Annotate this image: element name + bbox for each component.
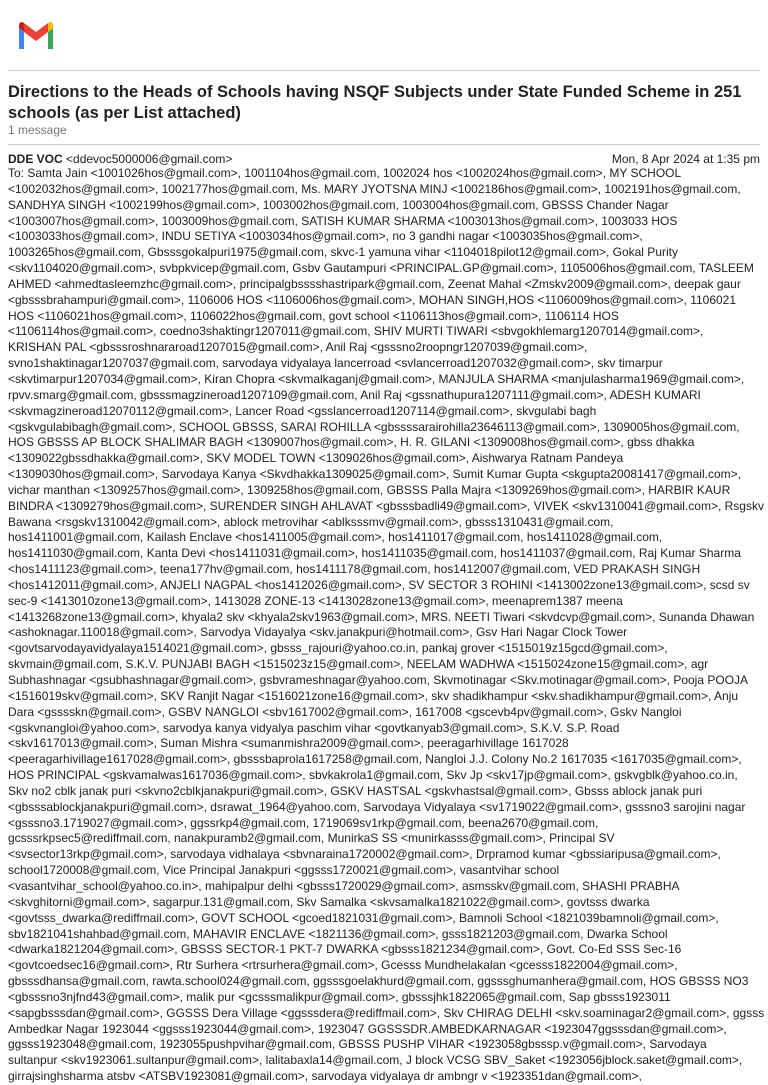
recipient-line: KRISHAN PAL <gbsssroshnararoad1207015@gmail.com>, Anil Raj <gsssno2roopngr1207039@gmail.com>, — [8, 340, 588, 355]
recipient-line: svno1shaktinagar1207037@gmail.com, sarvodaya vidyalaya lancerroad <svlancerroad1207032@gmail.com>, skv timarpur — [8, 356, 663, 371]
message-date: Mon, 8 Apr 2024 at 1:35 pm — [611, 152, 760, 166]
message-count: 1 message — [8, 123, 67, 137]
recipient-line: hos1411030@gmail.com, Kanta Devi <hos1411031@gmail.com>, hos1411035@gmail.com, hos1411037@gmail.com, Raj Kumar Sharma — [8, 546, 741, 561]
recipient-line: girrajsinghsharma atsbv <ATSBV1923081@gmail.com>, sarvodaya vidyalaya dr ambngr v <1923351dan@gmail.com>, — [8, 1069, 642, 1084]
recipient-line: <1106114hos@gmail.com>, coedno3shaktingr1207011@gmail.com, SHIV MURTI TIWARI <sbvgokhlemarg1207014@gmail.com>, — [8, 324, 704, 339]
message-divider — [8, 144, 760, 145]
sender-name: DDE VOC — [8, 152, 63, 166]
recipient-line: hos1411001@gmail.com, Kailash Enclave <hos1411005@gmail.com>, hos1411017@gmail.com, hos1411028@gmail.com, — [8, 530, 663, 545]
recipient-line: sultanpur <skv1923061.sultanpur@gmail.com>, lalitabaxla14@gmail.com, J block VCSG SBV_Saket <1923056jblock.saket@gmail.com>, — [8, 1053, 743, 1068]
recipient-line: <gsssno3.1719027@gmail.com>, ggssrkp4@gmail.com, 1719069sv1rkp@gmail.com, beena2670@gmail.com, — [8, 815, 599, 830]
recipient-line: AHMED <ahmedtasleemzhc@gmail.com>, principalgbsssshastripark@gmail.com, Zeenat Mahal <Zmskv2009@gmail.com>, deepak gaur — [8, 276, 741, 291]
recipient-line: <ashoknagar.110018@gmail.com>, Sarvodya Vidayalya <skv.janakpuri@hotmail.com>, Gsv Hari Nagar Clock Tower — [8, 625, 628, 640]
recipient-line: vichar manthan <1309257hos@gmail.com>, 1309258hos@gmail.com, GBSSS Palla Majra <1309269hos@gmail.com>, HARBIR KAUR — [8, 482, 731, 497]
recipient-line: <1413268zone13@gmail.com>, khyala2 skv <khyala2skv1963@gmail.com>, MRS. NEETI Tiwari <skvdcvp@gmail.com>, Sunanda Dhawan — [8, 609, 755, 624]
recipient-line: <govtcoedsec16@gmail.com>, Rtr Surhera <rtrsurhera@gmail.com>, Gcesss Mundhelakalan <gcesss1822004@gmail.com>, — [8, 958, 678, 973]
recipient-line: <hos1412011@gmail.com>, ANJELI NAGPAL <hos1412026@gmail.com>, SV SECTOR 3 ROHINI <1413002zone13@gmail.com>, scsd sv — [8, 577, 750, 592]
recipient-line: <1002032hos@gmail.com>, 1002177hos@gmail.com, Ms. MARY JYOTSNA MINJ <1002186hos@gmail.com>, 1002191hos@gmail.com, — [8, 181, 741, 196]
recipient-line: HOS PRINCIPAL <gskvamalwas1617036@gmail.com>, sbvkakrola1@gmail.com, Skv Jp <skv17jp@gmail.com>, gskvgblk@yahoo.co.in, — [8, 768, 738, 783]
recipient-line: Subhashnagar <gsubhashnagar@gmail.com>, gsbvrameshnagar@yahoo.com, Skvmotinagar <Skv.motinagar@gmail.com>, Pooja POOJA — [8, 673, 749, 687]
sender-line — [8, 152, 232, 167]
recipient-line: sbv1821041shahbad@gmail.com, MAHAVIR ENCLAVE <1821136@gmail.com>, gsss1821203@gmail.com, Dwarka School — [8, 926, 668, 941]
recipient-line: <1003007hos@gmail.com>, 1003009hos@gmail.com, SATISH KUMAR SHARMA <1003013hos@gmail.com>, 1003033 HOS — [8, 213, 678, 228]
recipient-line: <skvmagzineroad12070112@gmail.com>, Lancer Road <gsslancerroad1207114@gmail.com>, skvgulabi bagh — [8, 403, 597, 418]
recipient-line: ggsss1923048@gmail.com, 1923055pushpvihar@gmail.com, GBSSS PUSHP VIHAR <1923058gbsssp.v@gmail.com>, Sarvodaya — [8, 1037, 707, 1052]
recipient-line: gcsssrkpsec5@rediffmail.com, nanakpuramb2@gmail.com, MunirkaS SS <munirkasss@gmail.com>, Principal SV — [8, 831, 615, 846]
recipient-line: <gbsssbrahampuri@gmail.com>, 1106006 HOS <1106006hos@gmail.com>, MOHAN SINGH,HOS <1106009hos@gmail.com>, 1106021 — [8, 292, 737, 307]
recipient-line: <govtsarvodayavidyalaya1514021@gmail.com>, gbsss_rajouri@yahoo.co.in, pankaj grover <1515019z15gcd@gmail.com>, — [8, 641, 668, 656]
recipient-line: <dwarka1821204@gmail.com>, GBSSS SECTOR-1 PKT-7 DWARKA <gbsss1821234@gmail.com>, Govt. Co-Ed SSS Sec-16 — [8, 942, 682, 957]
sender-email: <ddevoc5000006@gmail.com> — [66, 152, 233, 166]
recipient-line: <1003033hos@gmail.com>, INDU SETIYA <1003034hos@gmail.com>, no 3 gandhi nagar <1003035hos@gmail.com>, — [8, 229, 643, 244]
recipient-line: <peeragarhivillage1617028@gmail.com>, gbsssbaprola1617258@gmail.com, Nangloi J.J. Colony No.2 1617035 <1617035@gmail.com>, — [8, 752, 742, 767]
recipient-line: HOS GBSSS AP BLOCK SHALIMAR BAGH <1309007hos@gmail.com>, H. R. GILANI <1309008hos@gmail.com>, gbss dhakka — [8, 435, 695, 450]
recipient-line: <skv1104020@gmail.com>, svbpkvicep@gmail.com, Gsbv Gautampuri <PRINCIPAL.GP@gmail.com>, 1105006hos@gmail.com, TASLEEM — [8, 261, 754, 276]
recipient-line: <skvtimarpur1207034@gmail.com>, Kiran Chopra <skvmalkaganj@gmail.com>, MANJULA SHARMA <manjulasharma1969@gmail.com>, — [8, 371, 745, 386]
recipient-line: To: Samta Jain <1001026hos@gmail.com>, 1001104hos@gmail.com, 1002024 hos <1002024hos@gmail.com>, MY SCHOOL — [8, 166, 682, 180]
recipient-line: school1720008@gmail.com, Vice Principal Janakpuri <ggsss1720021@gmail.com>, vasantvihar school — [8, 863, 560, 878]
recipient-line: sec-9 <1413010zone13@gmail.com>, 1413028 ZONE-13 <1413028zone13@gmail.com>, meenaprem1387 meena — [8, 593, 623, 608]
recipient-line: HOS <1106021hos@gmail.com>, 1106022hos@gmail.com, govt school <1106113hos@gmail.com>, 1106114 HOS — [8, 308, 619, 323]
recipient-line: 1003265hos@gmail.com, Gbsssgokalpuri1975@gmail.com, skvc-1 yamuna vihar <1104018pilot12@gmail.com>, Gokal Purity — [8, 245, 678, 260]
recipient-line: skvmain@gmail.com, S.K.V. PUNJABI BAGH <1515023z15@gmail.com>, NEELAM WADHWA <1515024zone15@gmail.com>, agr — [8, 657, 709, 672]
recipient-line: gbsssdhansa@gmail.com, rawta.school024@gmail.com, ggsssgoelakhurd@gmail.com, ggsssghumanhera@gmail.com, HOS GBSSS NO3 — [8, 974, 749, 989]
recipient-line: <skvghitorni@gmail.com>, sagarpur.131@gmail.com, Skv Samalka <skvsamalka1821022@gmail.com>, govtsss dwarka — [8, 894, 650, 909]
recipient-line: BINDRA <1309279hos@gmail.com>, SURENDER SINGH AHLAVAT <gbsssbadli49@gmail.com>, VIVEK <skv1310041@gmail.com>, Rsgskv — [8, 498, 764, 513]
recipient-line: <vasantvihar_school@yahoo.co.in>, mahipalpur delhi <gbsss1720029@gmail.com>, asmsskv@gmail.com, SHASHI PRABHA — [8, 878, 680, 893]
recipient-line: <skv1617013@gmail.com>, Suman Mishra <sumanmishra2009@gmail.com>, peeragarhivillage 1617028 — [8, 736, 569, 751]
recipient-line: <gbsssablockjanakpuri@gmail.com>, dsrawat_1964@yahoo.com, Sarvodaya Vidyalaya <sv1719022@gmail.com>, gsssno3 sarojini nagar — [8, 799, 746, 814]
recipient-line: <1309022gbssdhakka@gmail.com>, SKV MODEL TOWN <1309026hos@gmail.com>, Aishwarya Ratnam Pandeya — [8, 451, 624, 466]
recipient-line: Bawana <rsgskv1310042@gmail.com>, ablock metrovihar <ablksssmv@gmail.com>, gbsss1310431@gmail.com, — [8, 514, 614, 529]
recipient-line: <sapgbsssdan@gmail.com>, GGSSS Dera Village <ggsssdera@rediffmail.com>, Skv CHIRAG DELHI <skv.soaminagar2@gmail.com>, ggsss — [8, 1005, 765, 1020]
recipient-line: <govtsss_dwarka@rediffmail.com>, GOVT SCHOOL <gcoed1821031@gmail.com>, Bamnoli School <1821039bamnoli@gmail.com>, — [8, 910, 719, 925]
header-divider — [8, 70, 760, 71]
gmail-logo-icon — [16, 20, 56, 52]
recipients-list — [8, 166, 765, 1085]
recipient-line: <gskvnangloi@yahoo.com>, sarvodya kanya vidyalya paschim vihar <govtkanyab3@gmail.com>, S.K.V. S.P. Road — [8, 720, 620, 735]
recipient-line: Dara <gsssskn@gmail.com>, GSBV NANGLOI <sbv1617002@gmail.com>, 1617008 <gscevb4pv@gmail.com>, Gskv Nangloi — [8, 704, 682, 719]
recipient-line: <gskvgulabibagh@gmail.com>, SCHOOL GBSSS, SARAI ROHILLA <gbssssarairohilla23646113@gmail.com>, 1309005hos@gmail.com, — [8, 419, 740, 434]
recipient-line: SANDHYA SINGH <1002199hos@gmail.com>, 1003002hos@gmail.com, 1003004hos@gmail.com, GBSSS Chander Nagar — [8, 197, 669, 212]
recipient-line: <1516019skv@gmail.com>, SKV Ranjit Nagar <1516021zone16@gmail.com>, skv shadikhampur <skv.shadikhampur@gmail.com>, Anju — [8, 688, 739, 703]
recipient-line: Ambedkar Nagar 1923044 <ggsss1923044@gmail.com>, 1923047 GGSSSDR.AMBEDKARNAGAR <1923047ggsssdan@gmail.com>, — [8, 1021, 727, 1036]
recipient-line: <gbsssno3njfnd43@gmail.com>, malik pur <gcsssmalikpur@gmail.com>, gbsssjhk1822065@gmail.com, Sap gbsss1923011 — [8, 989, 671, 1004]
email-subject: Directions to the Heads of Schools having NSQF Subjects under State Funded Scheme in 251 schools (as per List attached) — [8, 83, 742, 122]
recipient-line: <hos1411123@gmail.com>, teena177hv@gmail.com, hos1411178@gmail.com, hos1412007@gmail.com, VED PRAKASH SINGH — [8, 562, 701, 577]
recipient-line: <svsector13rkp@gmail.com>, sarvodaya vidhalaya <sbvnaraina1720002@gmail.com>, Drpramod kumar <gbssiaripusa@gmail.com>, — [8, 847, 721, 862]
recipient-line: rpvv.smarg@gmail.com, gbsssmagzineroad1207109@gmail.com, Anil Raj <gssnathupura1207111@gmail.com>, ADESH KUMARI — [8, 387, 701, 402]
recipient-line: <1309030hos@gmail.com>, Sarvodaya Kanya <Skvdhakka1309025@gmail.com>, Sumit Kumar Gupta <skgupta20081417@gmail.com>, — [8, 467, 741, 482]
recipient-line: Skv no2 cblk janak puri <skvno2cblkjanakpuri@gmail.com>, GSKV HASTSAL <gskvhastsal@gmail.com>, Gbsss ablock janak puri — [8, 783, 703, 798]
